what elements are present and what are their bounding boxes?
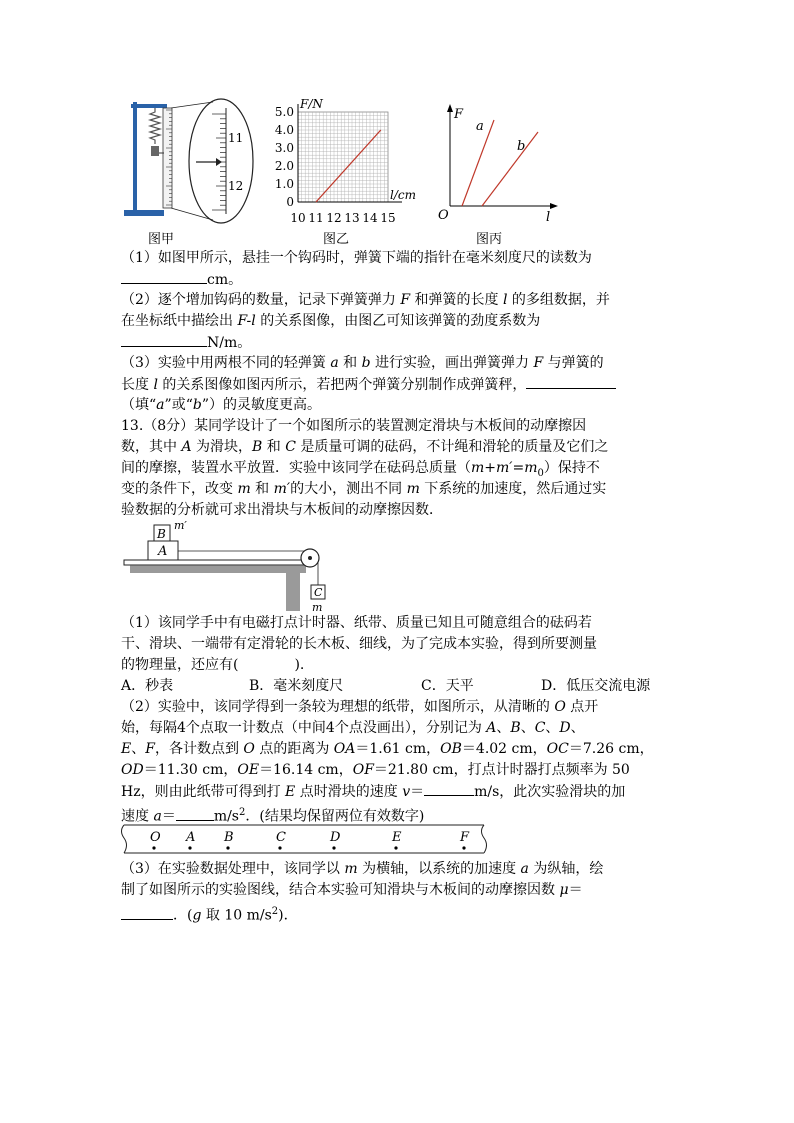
apparatus-figure [120, 519, 340, 615]
label-m: m [312, 601, 323, 614]
x-tick-label: 13 [344, 211, 360, 225]
x-tick-label: 11 [308, 211, 324, 225]
tape-point-label: O [150, 830, 161, 845]
option-A[interactable]: A．秒表 [121, 678, 174, 694]
q13-part3-line2: 制了如图所示的实验图线，结合本实验可知滑块与木板间的动摩擦因数 μ＝ [121, 882, 583, 898]
ruler-label-12: 12 [228, 179, 244, 193]
label-F: F [454, 107, 464, 122]
q13-intro-line4: 变的条件下，改变 m 和 m′的大小，测出不同 m 下系统的加速度，然后通过实 [121, 481, 607, 497]
answer-blank-acceleration[interactable] [176, 806, 214, 821]
q12-part1-line2: cm。 [121, 269, 242, 291]
q12-part3-line2: 长度 l 的关系图像如图丙所示，若把两个弹簧分别制作成弹簧秤， [121, 374, 616, 396]
answer-blank-spring[interactable] [526, 374, 616, 389]
label-O: O [438, 208, 449, 223]
tape-dot [462, 846, 465, 849]
q12-part3-line3: （填“a”或“b”）的灵敏度更高。 [121, 397, 321, 413]
tape-dot [278, 846, 281, 849]
q13-part3-line1: （3）在实验数据处理中，该同学以 m 为横轴，以系统的加速度 a 为纵轴，绘 [121, 861, 604, 877]
label-b: b [517, 139, 526, 154]
label-C: C [314, 586, 323, 599]
y-tick-label: 4.0 [274, 123, 294, 137]
q13-part3-line3: ．(g 取 10 $m/s^2$)． [121, 901, 298, 927]
q13-part2-line1: （2）实验中，该同学得到一条较为理想的纸带，如图所示，从清晰的 O 点开 [121, 699, 599, 715]
q13-intro-line2: 数，其中 A 为滑块，B 和 C 是质量可调的砝码，不计绳和滑轮的质量及它们之 [121, 439, 609, 455]
answer-blank-stiffness[interactable] [121, 332, 207, 347]
stand-arm [131, 104, 167, 108]
option-D[interactable]: D．低压交流电源 [541, 678, 651, 694]
label-a: a [476, 119, 484, 134]
q13-options [121, 676, 650, 697]
x-tick-label: 14 [362, 211, 378, 225]
q13-part1-line1: （1）该同学手中有电磁打点计时器、纸带、质量已知且可随意组合的砝码若 [121, 615, 592, 631]
q13-part1-line2: 干、滑块、一端带有定滑轮的长木板、细线，为了完成本实验，得到所要测量 [121, 636, 597, 652]
table-leg [286, 565, 300, 611]
answer-blank-reading[interactable] [121, 269, 207, 284]
option-B[interactable]: B．毫米刻度尺 [249, 678, 344, 694]
magnifier-ellipse [189, 99, 253, 223]
q13-part2-line6: 速度 $a= m/s^2$．(结果均保留两位有效数字) [121, 807, 425, 825]
x-tick-label: 12 [326, 211, 342, 225]
x-tick-label: 10 [290, 211, 306, 225]
x-axis-label: l/cm [390, 188, 416, 202]
tape-point-label: B [224, 830, 234, 845]
label-l: l [546, 210, 551, 224]
x-tick-label: 15 [380, 211, 396, 225]
figure-yi-chart [262, 96, 422, 232]
paper-tape [118, 823, 490, 855]
caption-bing: 图丙 [476, 232, 503, 247]
ruler-label-11: 11 [228, 131, 244, 145]
label-A: A [158, 544, 168, 559]
stand-pole [133, 102, 137, 212]
spring [150, 108, 160, 144]
tape-point-label: E [392, 830, 402, 845]
tape-point-label: D [330, 830, 341, 845]
tape-dot [226, 846, 229, 849]
hook-weight [151, 146, 159, 156]
q13-part1-line3: 的物理量，还应有( ). [121, 657, 305, 673]
figure-bing [434, 100, 564, 224]
ruler [163, 108, 172, 208]
option-C[interactable]: C．天平 [421, 678, 474, 694]
q12-part3-line1: （3）实验中用两根不同的轻弹簧 a 和 b 进行实验，画出弹簧弹力 F 与弹簧的 [121, 355, 604, 371]
y-tick-label: 3.0 [274, 141, 294, 155]
q13-part2-line5: Hz，则由此纸带可得到打 E 点时滑块的速度 v＝ m/s，此次实验滑块的加 [121, 781, 625, 803]
tape-dot [332, 846, 335, 849]
figure-jia [118, 98, 258, 226]
y-tick-label: 5.0 [274, 105, 294, 119]
tape-point-label: C [276, 830, 286, 845]
board [124, 560, 306, 565]
caption-yi: 图乙 [323, 232, 350, 247]
answer-blank-velocity[interactable] [424, 781, 474, 796]
y-axis-label: F/N [300, 97, 323, 111]
table-top [130, 565, 306, 573]
q12-part2-line3: N/m。 [121, 332, 251, 354]
answer-blank-mu[interactable] [121, 905, 173, 920]
q13-intro-line1: 13.（8分）某同学设计了一个如图所示的装置测定滑块与木板间的动摩擦因 [121, 418, 587, 434]
caption-jia: 图甲 [148, 232, 175, 247]
q12-part2-line2: 在坐标纸中描绘出 F-l 的关系图像，由图乙可知该弹簧的劲度系数为 [121, 313, 541, 329]
tape-dot [188, 846, 191, 849]
q13-part2-line2: 始，每隔4个点取一计数点（中间4个点没画出），分别记为 A、B、C、D、 [121, 720, 585, 736]
tape-dot [152, 846, 155, 849]
stand-base [124, 210, 164, 216]
line-b [482, 132, 538, 206]
q12-part2-line1: （2）逐个增加钩码的数量，记录下弹簧弹力 F 和弹簧的长度 l 的多组数据，并 [121, 292, 610, 308]
tape-dot [394, 846, 397, 849]
y-tick-label: 2.0 [274, 159, 294, 173]
y-tick-label: 0 [286, 195, 294, 209]
q12-part1-line1: （1）如图甲所示，悬挂一个钩码时，弹簧下端的指针在毫米刻度尺的读数为 [121, 250, 592, 266]
label-mprime: m′ [174, 519, 187, 532]
q13-intro-line5: 验数据的分析就可求出滑块与木板间的动摩擦因数． [121, 502, 443, 518]
q13-part2-line4: OD＝11.30 cm，OE＝16.14 cm，OF＝21.80 cm，打点计时器打点频率为 50 [121, 762, 630, 778]
tape-point-label: F [460, 830, 470, 845]
tape-point-label: A [186, 830, 196, 845]
q13-intro-line3: 间的摩擦，装置水平放置．实验中该同学在砝码总质量$(m+m'=m_0)$保持不 [121, 460, 600, 479]
label-B: B [157, 527, 166, 541]
y-tick-label: 1.0 [274, 177, 294, 191]
q13-part2-line3: E、F，各计数点到 O 点的距离为 OA＝1.61 cm，OB＝4.02 cm，OC＝7.26 cm， [121, 741, 654, 757]
